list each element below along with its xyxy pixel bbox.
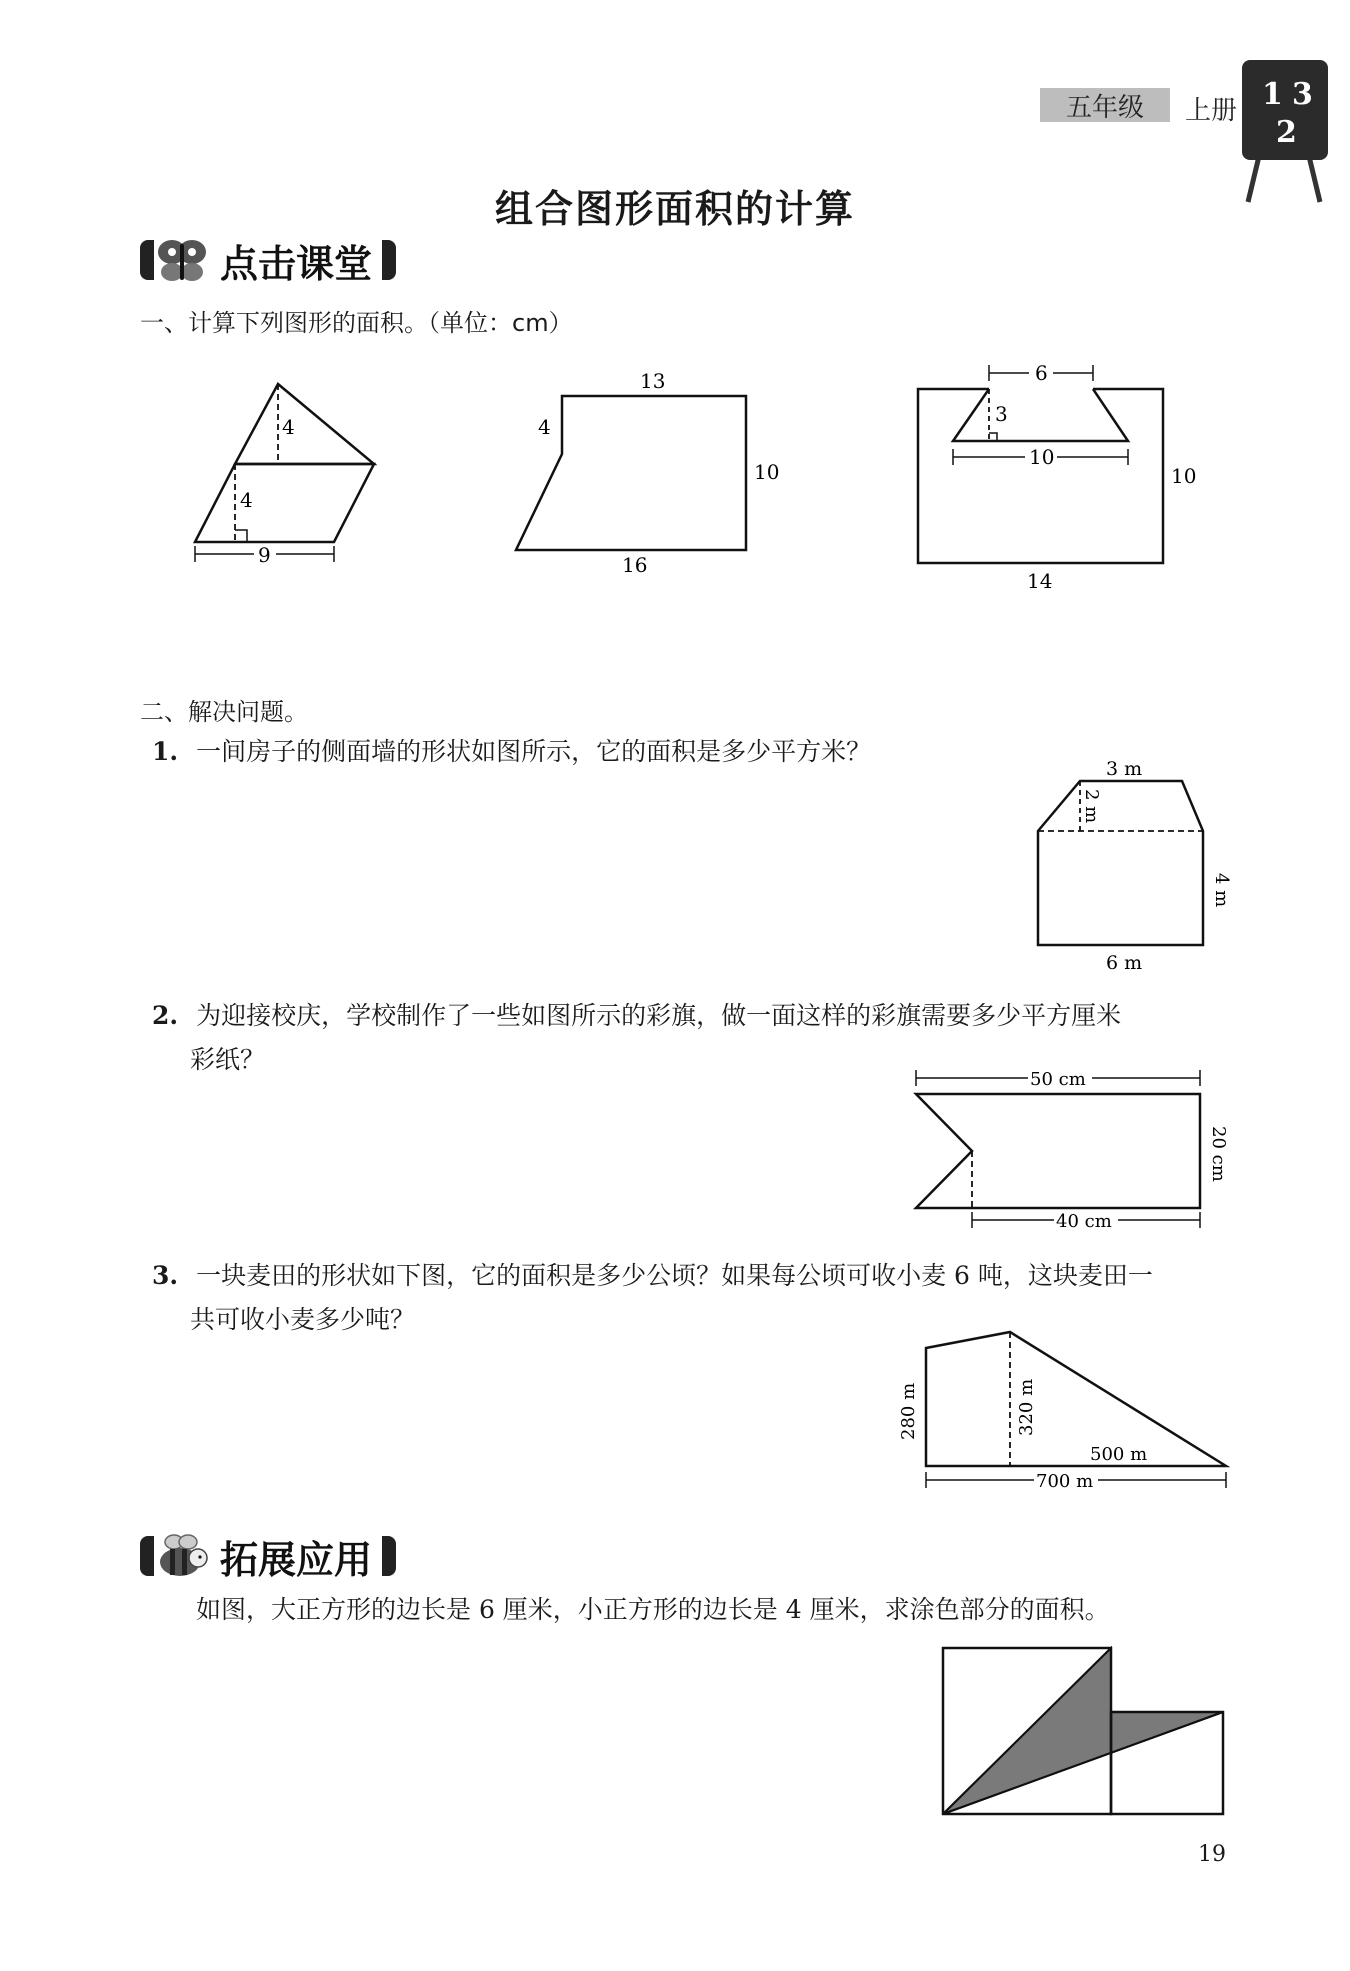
part2-heading: 二、解决问题。 [140,698,308,726]
label-height-top: 4 [282,415,295,439]
figure-flag [900,1058,1240,1238]
grade-label [1040,88,1170,122]
figure-wheat-field [890,1318,1230,1498]
page-number: 19 [1198,1842,1226,1867]
label-width: 50 cm [1030,1069,1086,1090]
question-text: 一块麦田的形状如下图，它的面积是多少公顷？如果每公顷可收小麦 6 吨，这块麦田一 [196,1261,1153,1290]
logo-digit: 2 [1276,115,1297,150]
label-height: 2 m [1081,789,1102,824]
label-bottom: 6 m [1106,952,1143,974]
label-height-bottom: 4 [240,488,253,512]
label-bottom: 16 [622,553,648,577]
question-text: 为迎接校庆，学校制作了一些如图所示的彩旗，做一面这样的彩旗需要多少平方厘米 [196,1001,1122,1030]
book-volume-label: 上册 [1185,96,1238,126]
banner-cap [382,1536,396,1576]
label-height: 3 [995,402,1008,426]
banner-text: 点击课堂 [220,241,373,286]
label-left-side: 280 m [898,1382,919,1440]
question-text-continued: 彩纸？ [190,1045,266,1074]
label-bottom: 40 cm [1056,1211,1112,1232]
label-total-base: 700 m [1036,1471,1094,1492]
figure-rectangle-with-trapezoid-notch [905,355,1225,605]
banner-cap [382,240,396,280]
label-side: 4 m [1211,873,1232,908]
banner-cap [140,1536,154,1576]
logo-digit: 1 [1262,77,1283,112]
question-text: 一间房子的侧面墙的形状如图所示，它的面积是多少平方米？ [196,737,872,766]
extension-question: 如图，大正方形的边长是 6 厘米，小正方形的边长是 4 厘米，求涂色部分的面积。 [196,1595,1110,1624]
section-banner-practice [140,234,396,286]
butterfly-icon [154,234,210,286]
label-right: 10 [1171,464,1197,488]
banner-text: 拓展应用 [220,1537,373,1582]
section-banner-extension [140,1530,396,1582]
label-inner-bottom: 10 [1029,445,1055,469]
figure-two-squares-shaded [935,1640,1235,1830]
question-text-continued: 共可收小麦多少吨？ [190,1305,416,1334]
figure-trapezoid-rectangle [500,368,800,588]
label-top: 13 [640,369,666,393]
question-1 [152,730,871,774]
part1-heading: 一、计算下列图形的面积。（单位：cm） [140,309,573,337]
label-top: 3 m [1106,758,1143,780]
label-width: 14 [1027,569,1053,593]
label-top: 6 [1035,361,1048,385]
label-base: 9 [258,543,271,567]
label-left: 4 [538,415,551,439]
figure-parallelogram-triangle [180,370,400,570]
label-right: 10 [754,460,780,484]
label-height: 20 cm [1208,1126,1229,1182]
banner-cap [140,240,154,280]
question-number: 1. [152,737,179,766]
label-inner-base: 500 m [1090,1444,1148,1465]
question-number: 2. [152,1001,179,1030]
figure-house-wall [1020,755,1260,985]
question-number: 3. [152,1261,179,1290]
logo-digit: 3 [1292,77,1313,112]
label-middle-height: 320 m [1016,1378,1037,1436]
bee-icon [154,1530,210,1582]
grade-text: 五年级 [1065,92,1144,123]
page-title: 组合图形面积的计算 [494,187,855,231]
